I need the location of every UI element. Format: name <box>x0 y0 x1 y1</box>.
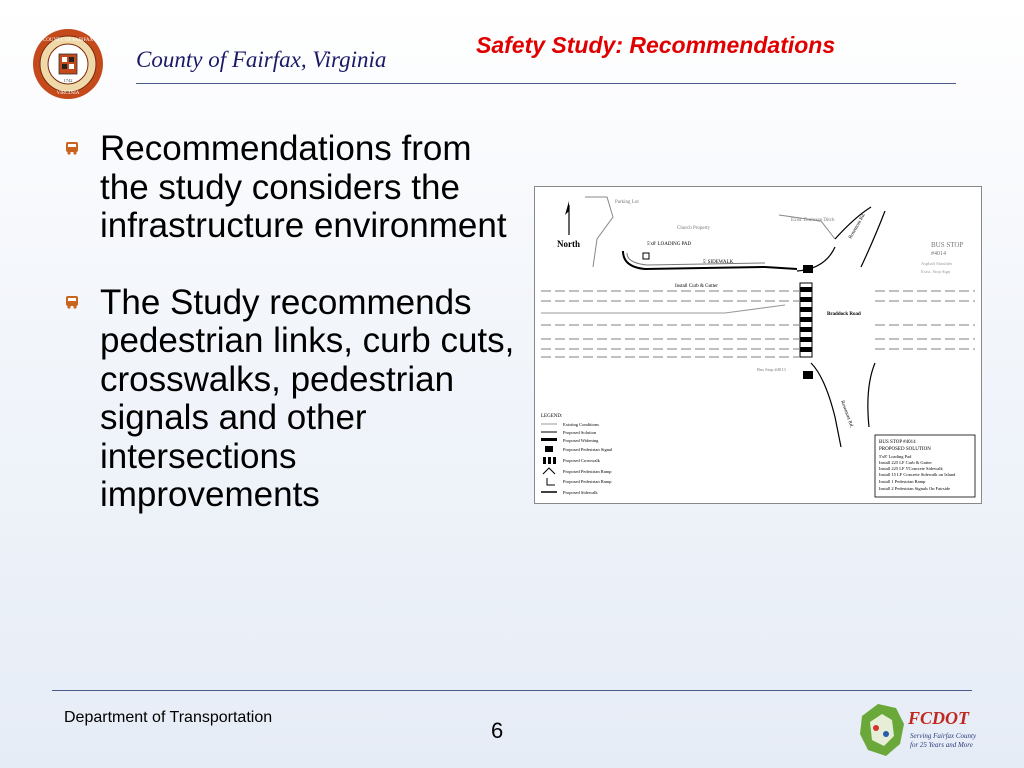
church-property-label: Church Property <box>677 226 711 231</box>
legend-item: Proposed Solution <box>563 430 597 435</box>
sidewalk-label: 5' SIDEWALK <box>703 260 734 265</box>
bullet-item <box>64 130 524 246</box>
solution-item: 5'x8' Loading Pad <box>879 454 912 459</box>
asphalt-shoulder-label: Asphalt Shoulder <box>921 261 953 266</box>
seal-year: 1742 <box>63 78 73 83</box>
legend-item: Proposed Widening <box>563 438 599 443</box>
bullet-item <box>64 284 524 515</box>
map-legend <box>541 414 613 495</box>
fcdot-tagline-1: Serving Fairfax County <box>910 732 977 740</box>
fcdot-logo <box>856 698 980 760</box>
curb-gutter-label: Install Curb & Gutter <box>675 284 718 289</box>
solution-item: Install 15 LF Concrete Sidewalk on Island <box>879 472 956 477</box>
seal-bottom-text: VIRGINIA <box>56 91 80 96</box>
solution-item: Install 1 Pedestrian Ramp <box>879 479 926 484</box>
solution-item: Install 225 LF 5'Concrete Sidewalk <box>879 466 943 471</box>
solution-title: BUS STOP #4014 <box>879 440 916 445</box>
legend-item: Proposed Pedestrian Ramp <box>563 479 612 484</box>
legend-item: Existing Conditions <box>563 422 599 427</box>
bullet-list <box>64 130 524 553</box>
braddock-road-label: Braddock Road <box>827 312 861 317</box>
legend-item: Proposed Crosswalk <box>563 458 600 463</box>
legend-item: Proposed Pedestrian Ramp <box>563 469 612 474</box>
fcdot-tagline-2: for 25 Years and More <box>910 741 973 749</box>
legend-item: Proposed Pedestrian Signal <box>563 447 613 452</box>
bus-stop-other-label: Bus Stop #4013 <box>757 367 786 372</box>
bus-stop-label: BUS STOP <box>931 241 964 249</box>
solution-box <box>875 435 975 497</box>
parking-lot-label: Parking Lot <box>615 200 639 205</box>
bus-bullet-icon <box>64 140 80 156</box>
header-divider <box>136 83 956 84</box>
county-title: County of Fairfax, Virginia <box>136 47 387 72</box>
north-label: North <box>557 239 580 249</box>
page-number: 6 <box>491 718 504 743</box>
rosemont-road-top-label: Rosemont Rd. <box>848 212 868 240</box>
bus-bullet-icon <box>64 294 80 310</box>
north-arrow-icon <box>565 201 569 235</box>
solution-item: Install 225 LF Curb & Gutter <box>879 460 932 465</box>
solution-item: Install 2 Pedestrian Signals On Fairside <box>879 486 951 491</box>
legend-title: LEGEND: <box>541 414 563 419</box>
ped-signal-icon <box>803 371 813 379</box>
slide-title: Safety Study: Recommendations <box>476 32 836 58</box>
solution-subtitle: PROPOSED SOLUTION <box>879 447 931 452</box>
bus-stop-number: #4014 <box>931 251 946 257</box>
seal-top-text: COUNTY OF FAIRFAX <box>42 38 94 43</box>
site-plan-diagram <box>534 186 982 504</box>
bullet-text: Recommendations from the study considers the infrastructure environment <box>100 129 507 245</box>
county-seal <box>32 28 104 100</box>
footer-divider <box>52 690 972 691</box>
drainage-label: Exist. Drainage Ditch <box>791 218 835 223</box>
fcdot-logo-text: FCDOT <box>908 708 970 728</box>
legend-item: Proposed Sidewalk <box>563 490 598 495</box>
bullet-text: The Study recommends pedestrian links, curb cuts, crosswalks, pedestrian signals and other intersections improvements <box>100 282 515 514</box>
rosemont-road-bottom-label: Rosemont Rd. <box>839 399 854 429</box>
department-label: Department of Transportation <box>64 709 273 726</box>
exist-stop-label: Exist. Stop Sign <box>921 269 951 274</box>
loading-pad-label: 5'x8' LOADING PAD <box>647 242 692 247</box>
crosswalk-icon <box>800 283 812 357</box>
